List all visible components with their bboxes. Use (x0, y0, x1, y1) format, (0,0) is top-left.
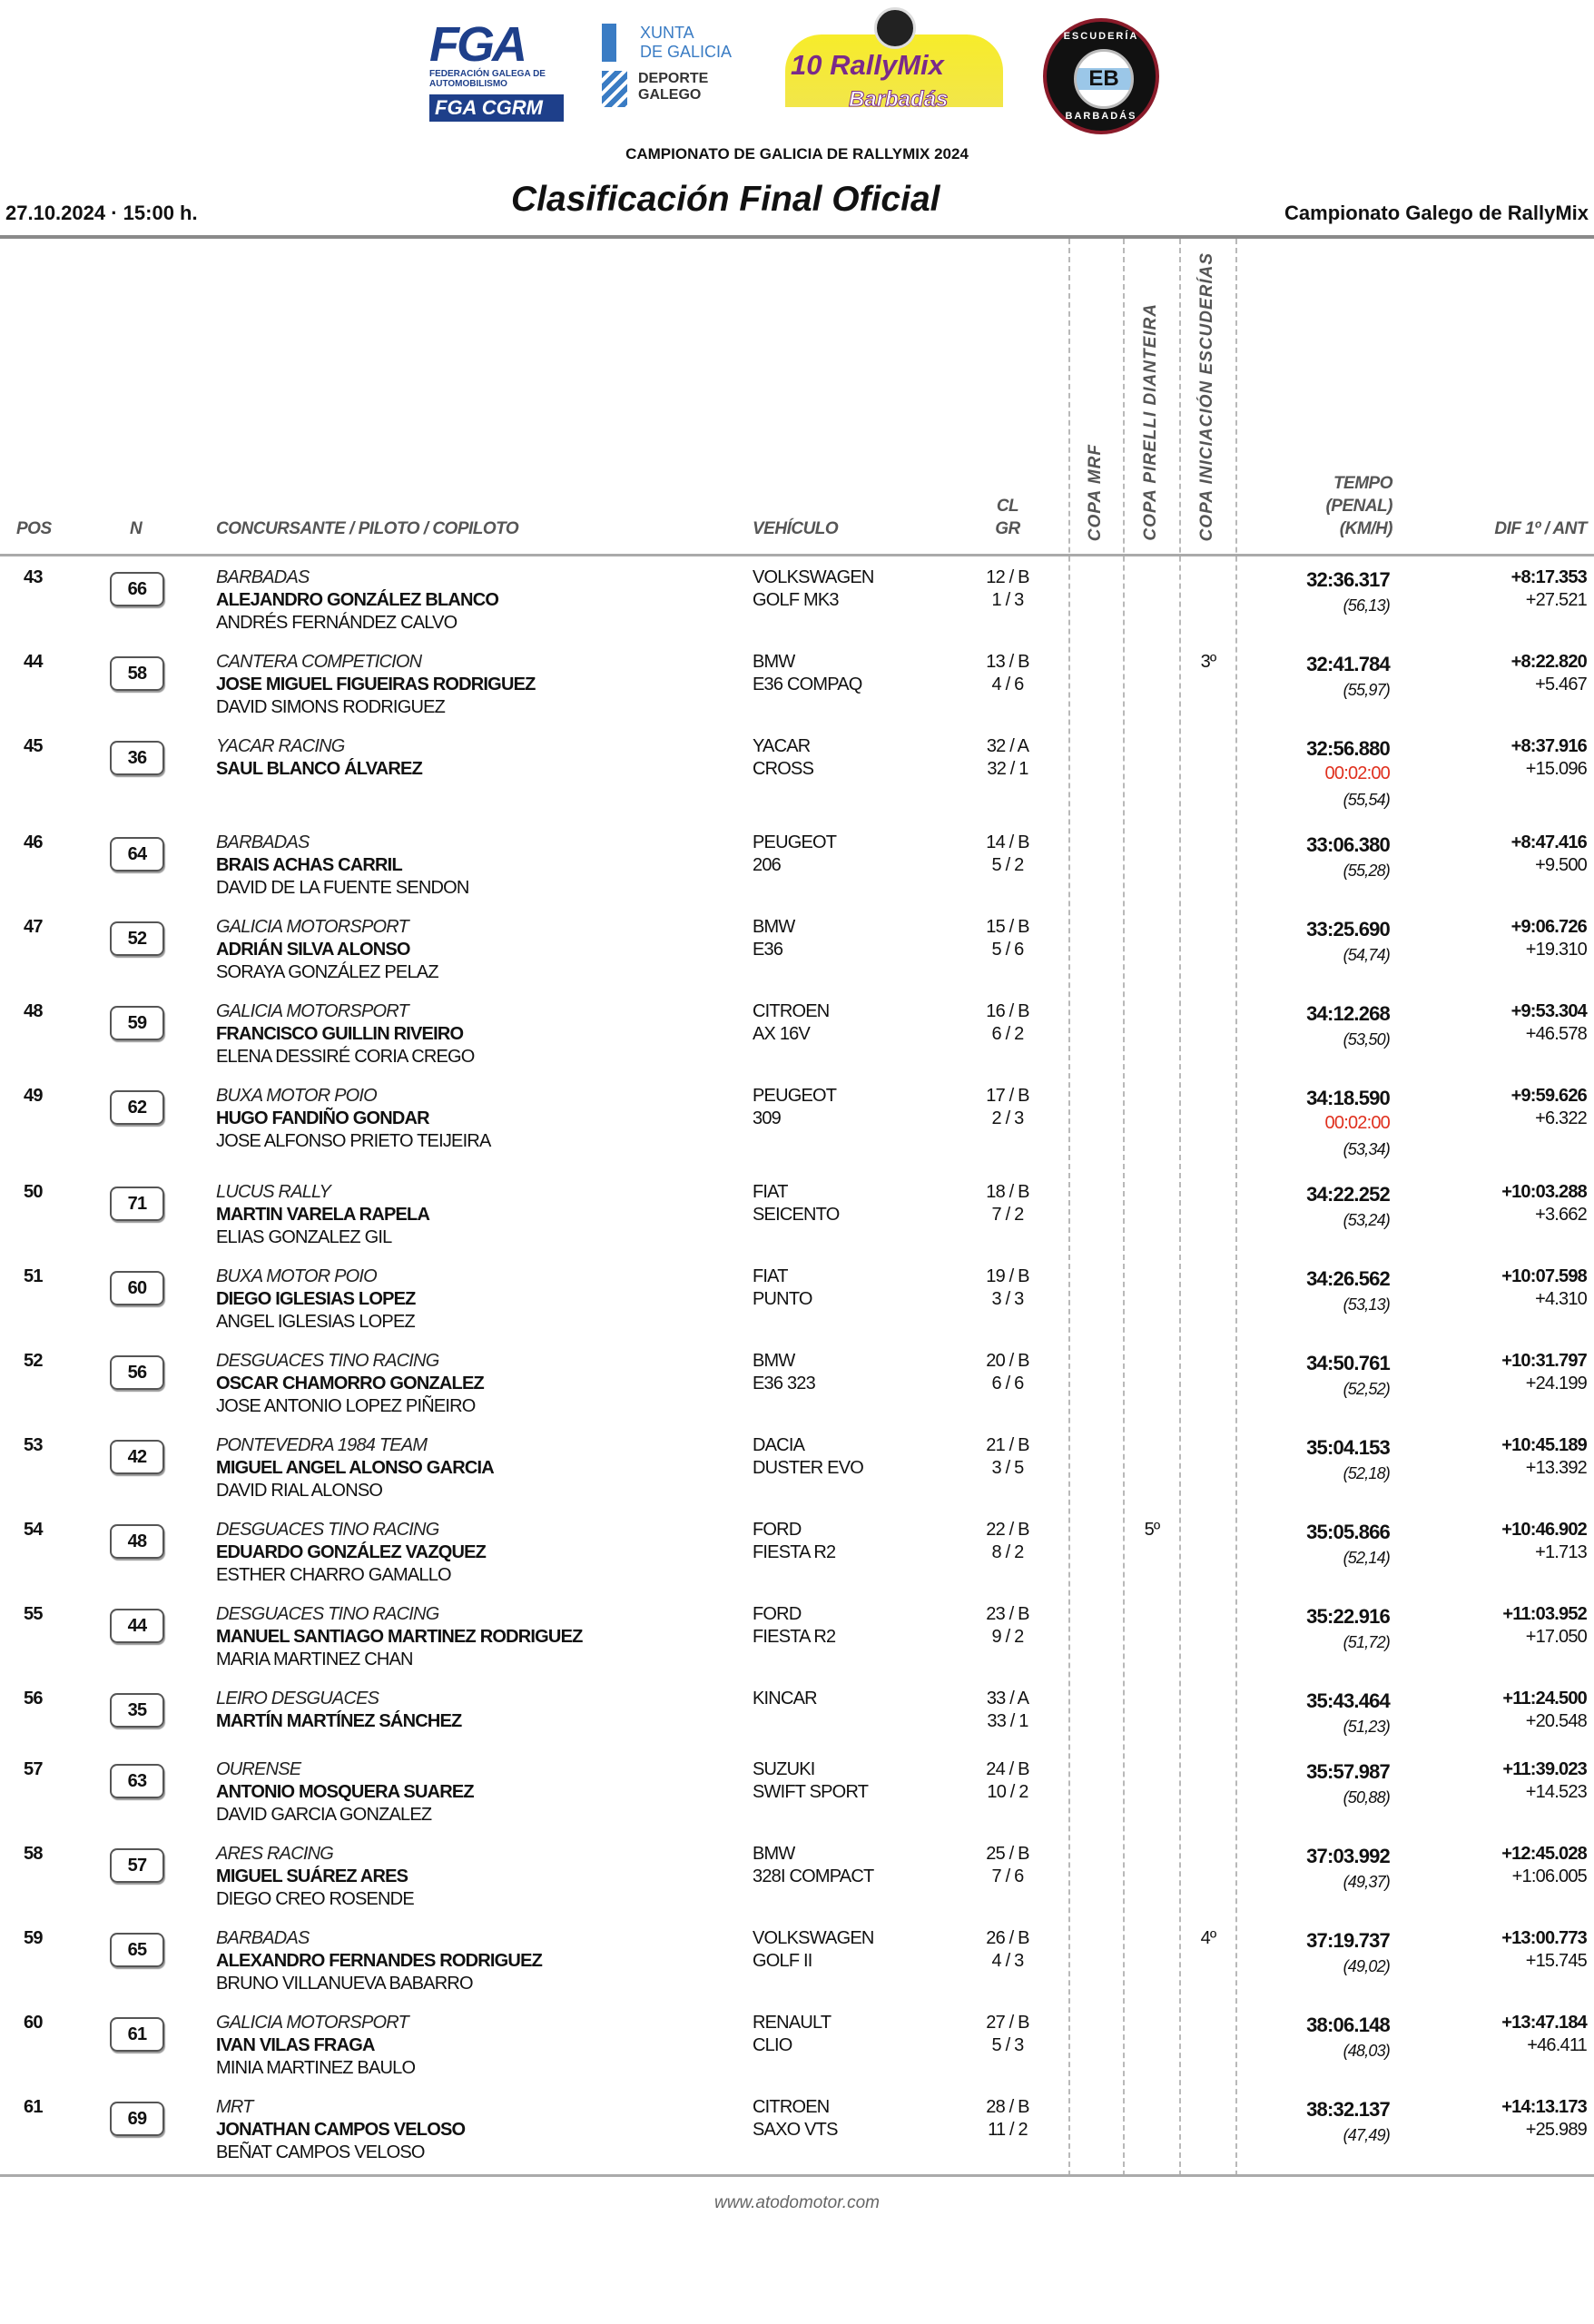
entrant-name: BARBADAS (216, 1928, 310, 1948)
diff-to-first: +9:53.304 (1510, 1001, 1587, 1021)
total-time: 34:12.268 (1306, 1002, 1390, 1025)
vehicle-model: FIESTA R2 (753, 1542, 836, 1562)
entrant-name: BUXA MOTOR POIO (216, 1086, 377, 1106)
driver-name: OSCAR CHAMORRO GONZALEZ (216, 1374, 484, 1393)
vehicle-make: BMW (753, 917, 795, 937)
codriver-name: JOSE ANTONIO LOPEZ PIÑEIRO (216, 1396, 476, 1416)
entrant-name: GALICIA MOTORSPORT (216, 917, 408, 937)
class-position-overall: 20 / B (986, 1351, 1029, 1371)
date-time: 27.10.2024 · 15:00 h. (5, 202, 198, 224)
diff-to-first: +10:45.189 (1501, 1435, 1587, 1455)
position: 60 (24, 2013, 43, 2033)
codriver-name: ELENA DESSIRÉ CORIA CREGO (216, 1047, 475, 1067)
diff-to-previous: +6.322 (1535, 1108, 1587, 1128)
diff-to-first: +13:47.184 (1501, 2013, 1587, 2033)
total-time: 35:57.987 (1306, 1760, 1390, 1783)
class-position-group: 4 / 6 (991, 675, 1024, 694)
fga-text: FEDERACIÓN GALEGA DE AUTOMOBILISMO (429, 69, 546, 89)
car-number-badge: 61 (110, 2017, 164, 2052)
entrant-name: YACAR RACING (216, 736, 345, 756)
position: 47 (24, 917, 43, 937)
position: 43 (24, 567, 43, 587)
diff-to-previous: +19.310 (1525, 940, 1587, 960)
copa-iniciacion-position: 3º (1200, 652, 1216, 672)
entrant-name: DESGUACES TINO RACING (216, 1604, 439, 1624)
diff-to-first: +8:17.353 (1510, 567, 1587, 587)
diff-to-first: +8:37.916 (1510, 736, 1587, 756)
driver-name: ADRIÁN SILVA ALONSO (216, 940, 410, 960)
sponsor-logos (429, 7, 1165, 142)
diff-to-first: +10:07.598 (1501, 1266, 1587, 1286)
total-time: 37:19.737 (1306, 1929, 1390, 1952)
entrant-name: LEIRO DESGUACES (216, 1689, 379, 1709)
class-position-group: 10 / 2 (987, 1782, 1028, 1802)
diff-to-first: +10:31.797 (1501, 1351, 1587, 1371)
vehicle-make: FIAT (753, 1266, 788, 1286)
car-number-badge: 60 (110, 1271, 164, 1305)
entrant-name: MRT (216, 2097, 253, 2117)
diff-to-previous: +13.392 (1525, 1458, 1587, 1478)
class-position-overall: 26 / B (986, 1928, 1029, 1948)
average-speed: (55,54) (1343, 791, 1390, 809)
car-number-badge: 63 (110, 1764, 164, 1798)
driver-name: HUGO FANDIÑO GONDAR (216, 1108, 429, 1128)
column-divider (1235, 239, 1237, 2176)
vehicle-model: GOLF II (753, 1951, 812, 1971)
driver-name: MIGUEL ANGEL ALONSO GARCIA (216, 1458, 494, 1478)
driver-name: BRAIS ACHAS CARRIL (216, 855, 402, 875)
vehicle-make: VOLKSWAGEN (753, 1928, 874, 1948)
diff-to-previous: +3.662 (1535, 1205, 1587, 1225)
position: 48 (24, 1001, 43, 1021)
class-position-overall: 19 / B (986, 1266, 1029, 1286)
total-time: 34:22.252 (1306, 1183, 1390, 1206)
class-position-overall: 14 / B (986, 832, 1029, 852)
page-title: Clasificación Final Oficial (511, 180, 940, 219)
diff-to-previous: +25.989 (1525, 2120, 1587, 2140)
entrant-name: BARBADAS (216, 832, 310, 852)
car-number-badge: 57 (110, 1848, 164, 1883)
vehicle-model: PUNTO (753, 1289, 812, 1309)
position: 44 (24, 652, 43, 672)
car-number-badge: 62 (110, 1090, 164, 1125)
diff-to-first: +11:03.952 (1502, 1604, 1587, 1624)
vehicle-make: KINCAR (753, 1689, 817, 1709)
entrant-name: PONTEVEDRA 1984 TEAM (216, 1435, 428, 1455)
class-position-overall: 13 / B (986, 652, 1029, 672)
vehicle-model: 206 (753, 855, 781, 875)
class-position-overall: 23 / B (986, 1604, 1029, 1624)
total-time: 32:41.784 (1306, 653, 1390, 675)
col-copa-iniciacion: COPA INICIACIÓN ESCUDERÍAS (1197, 251, 1216, 541)
col-vehicle: VEHÍCULO (753, 519, 839, 538)
position: 54 (24, 1520, 43, 1540)
xunta-line1: XUNTA (640, 24, 694, 42)
penalty-time: 00:02:00 (1324, 1113, 1390, 1133)
class-position-group: 9 / 2 (991, 1627, 1024, 1647)
entrant-name: CANTERA COMPETICION (216, 652, 422, 672)
vehicle-model: FIESTA R2 (753, 1627, 836, 1647)
vehicle-make: RENAULT (753, 2013, 831, 2033)
entrant-name: BUXA MOTOR POIO (216, 1266, 377, 1286)
average-speed: (55,97) (1343, 681, 1390, 699)
position: 58 (24, 1844, 43, 1864)
col-diff: DIF 1º / ANT (1494, 519, 1587, 538)
diff-to-first: +10:46.902 (1501, 1520, 1587, 1540)
class-position-overall: 28 / B (986, 2097, 1029, 2117)
average-speed: (53,50) (1343, 1030, 1390, 1049)
diff-to-previous: +24.199 (1525, 1374, 1587, 1393)
col-num: N (130, 519, 143, 538)
codriver-name: ESTHER CHARRO GAMALLO (216, 1565, 451, 1585)
diff-to-first: +8:22.820 (1510, 652, 1587, 672)
diff-to-first: +9:06.726 (1510, 917, 1587, 937)
car-number-badge: 52 (110, 921, 164, 956)
series-name: Campionato Galego de RallyMix (1284, 202, 1589, 224)
class-position-group: 2 / 3 (991, 1108, 1024, 1128)
vehicle-model: E36 (753, 940, 783, 960)
codriver-name: JOSE ALFONSO PRIETO TEIJEIRA (216, 1131, 491, 1151)
total-time: 38:06.148 (1306, 2014, 1390, 2036)
penalty-time: 00:02:00 (1324, 763, 1390, 783)
driver-name: JONATHAN CAMPOS VELOSO (216, 2120, 466, 2140)
vehicle-make: PEUGEOT (753, 1086, 837, 1106)
driver-name: ALEXANDRO FERNANDES RODRIGUEZ (216, 1951, 543, 1971)
diff-to-previous: +17.050 (1525, 1627, 1587, 1647)
total-time: 35:05.866 (1306, 1521, 1390, 1543)
driver-name: MIGUEL SUÁREZ ARES (216, 1866, 408, 1886)
vehicle-model: 309 (753, 1108, 781, 1128)
driver-name: SAUL BLANCO ÁLVAREZ (216, 759, 423, 779)
codriver-name: SORAYA GONZÁLEZ PELAZ (216, 962, 438, 982)
escuderia-bottom: BARBADÁS (1065, 111, 1137, 122)
average-speed: (54,74) (1343, 946, 1390, 964)
driver-name: MARTÍN MARTÍNEZ SÁNCHEZ (216, 1711, 462, 1731)
average-speed: (49,02) (1343, 1957, 1390, 1975)
vehicle-make: FORD (753, 1520, 802, 1540)
average-speed: (56,13) (1343, 596, 1390, 615)
class-position-group: 6 / 2 (991, 1024, 1024, 1044)
codriver-name: BEÑAT CAMPOS VELOSO (216, 2142, 425, 2162)
class-position-overall: 15 / B (986, 917, 1029, 937)
vehicle-make: YACAR (753, 736, 811, 756)
vehicle-make: FIAT (753, 1182, 788, 1202)
fga-mark: FGA (429, 17, 525, 72)
entrant-name: ARES RACING (216, 1844, 334, 1864)
vehicle-make: VOLKSWAGEN (753, 567, 874, 587)
position: 46 (24, 832, 43, 852)
class-position-group: 8 / 2 (991, 1542, 1024, 1562)
vehicle-make: BMW (753, 652, 795, 672)
vehicle-model: 328I COMPACT (753, 1866, 874, 1886)
entrant-name: LUCUS RALLY (216, 1182, 331, 1202)
vehicle-model: DUSTER EVO (753, 1458, 864, 1478)
total-time: 34:18.590 (1306, 1087, 1390, 1109)
diff-to-previous: +14.523 (1525, 1782, 1587, 1802)
header-rule (0, 235, 1594, 239)
average-speed: (49,37) (1343, 1873, 1390, 1891)
position: 56 (24, 1689, 43, 1709)
entrant-name: BARBADAS (216, 567, 310, 587)
codriver-name: ANDRÉS FERNÁNDEZ CALVO (216, 613, 458, 633)
diff-to-first: +9:59.626 (1510, 1086, 1587, 1106)
vehicle-make: FORD (753, 1604, 802, 1624)
footer-url: www.atodomotor.com (714, 2193, 880, 2212)
diff-to-previous: +4.310 (1535, 1289, 1587, 1309)
position: 50 (24, 1182, 43, 1202)
entrant-name: GALICIA MOTORSPORT (216, 1001, 408, 1021)
col-pos: POS (16, 519, 52, 538)
xunta-logo (602, 24, 747, 133)
driver-name: EDUARDO GONZÁLEZ VAZQUEZ (216, 1542, 487, 1562)
class-position-group: 32 / 1 (987, 759, 1028, 779)
vehicle-model: GOLF MK3 (753, 590, 839, 610)
class-position-group: 6 / 6 (991, 1374, 1024, 1393)
total-time: 38:32.137 (1306, 2098, 1390, 2121)
diff-to-previous: +1:06.005 (1511, 1866, 1587, 1886)
vehicle-make: BMW (753, 1351, 795, 1371)
codriver-name: MARIA MARTINEZ CHAN (216, 1649, 413, 1669)
car-number-badge: 59 (110, 1006, 164, 1040)
class-position-group: 4 / 3 (991, 1951, 1024, 1971)
class-position-overall: 16 / B (986, 1001, 1029, 1021)
average-speed: (55,28) (1343, 862, 1390, 880)
car-number-badge: 71 (110, 1187, 164, 1221)
car-number-badge: 48 (110, 1524, 164, 1559)
car-number-badge: 64 (110, 837, 164, 872)
position: 61 (24, 2097, 43, 2117)
deporte-line2: GALEGO (638, 87, 702, 103)
vehicle-model: CROSS (753, 759, 814, 779)
average-speed: (47,49) (1343, 2126, 1390, 2144)
rally-badge-icon (874, 7, 916, 49)
class-position-group: 33 / 1 (987, 1711, 1028, 1731)
car-number-badge: 56 (110, 1355, 164, 1390)
driver-name: ALEJANDRO GONZÁLEZ BLANCO (216, 590, 499, 610)
class-position-overall: 22 / B (986, 1520, 1029, 1540)
entrant-name: DESGUACES TINO RACING (216, 1520, 439, 1540)
class-position-overall: 24 / B (986, 1759, 1029, 1779)
class-position-group: 7 / 6 (991, 1866, 1024, 1886)
fga-logo (429, 17, 575, 136)
position: 49 (24, 1086, 43, 1106)
driver-name: ANTONIO MOSQUERA SUAREZ (216, 1782, 474, 1802)
class-position-overall: 17 / B (986, 1086, 1029, 1106)
position: 52 (24, 1351, 43, 1371)
driver-name: MANUEL SANTIAGO MARTINEZ RODRIGUEZ (216, 1627, 583, 1647)
codriver-name: BRUNO VILLANUEVA BABARRO (216, 1974, 473, 1994)
codriver-name: DIEGO CREO ROSENDE (216, 1889, 414, 1909)
col-copa-mrf: COPA MRF (1086, 443, 1105, 541)
deporte-line1: DEPORTE (638, 71, 709, 86)
vehicle-model: E36 323 (753, 1374, 815, 1393)
escuderia-top: ESCUDERÍA (1063, 31, 1139, 42)
codriver-name: DAVID SIMONS RODRIGUEZ (216, 697, 446, 717)
total-time: 35:04.153 (1306, 1436, 1390, 1459)
average-speed: (48,03) (1343, 2042, 1390, 2060)
average-speed: (52,18) (1343, 1464, 1390, 1482)
class-position-overall: 12 / B (986, 567, 1029, 587)
codriver-name: DAVID DE LA FUENTE SENDON (216, 878, 469, 898)
codriver-name: DAVID RIAL ALONSO (216, 1481, 383, 1501)
diff-to-first: +14:13.173 (1501, 2097, 1587, 2117)
vehicle-model: SEICENTO (753, 1205, 840, 1225)
championship-title: CAMPIONATO DE GALICIA DE RALLYMIX 2024 (625, 145, 969, 162)
total-time: 33:25.690 (1306, 918, 1390, 940)
entrant-name: GALICIA MOTORSPORT (216, 2013, 408, 2033)
diff-to-first: +10:03.288 (1501, 1182, 1587, 1202)
vehicle-make: SUZUKI (753, 1759, 815, 1779)
vehicle-model: AX 16V (753, 1024, 811, 1044)
table-bottom-rule (0, 2174, 1594, 2177)
class-position-overall: 21 / B (986, 1435, 1029, 1455)
total-time: 37:03.992 (1306, 1845, 1390, 1867)
diff-to-first: +13:00.773 (1501, 1928, 1587, 1948)
driver-name: MARTIN VARELA RAPELA (216, 1205, 430, 1225)
average-speed: (51,23) (1343, 1718, 1390, 1736)
total-time: 32:36.317 (1306, 568, 1390, 591)
xunta-line2: DE GALICIA (640, 43, 733, 61)
vehicle-make: DACIA (753, 1435, 805, 1455)
codriver-name: ANGEL IGLESIAS LOPEZ (216, 1312, 415, 1332)
car-number-badge: 65 (110, 1933, 164, 1967)
position: 59 (24, 1928, 43, 1948)
col-speed: (KM/H) (1339, 519, 1392, 538)
diff-to-previous: +15.745 (1525, 1951, 1587, 1971)
diff-to-previous: +20.548 (1525, 1711, 1587, 1731)
entrant-name: OURENSE (216, 1759, 301, 1779)
car-number-badge: 35 (110, 1693, 164, 1728)
car-number-badge: 66 (110, 572, 164, 606)
eb-mark: EB (1074, 49, 1134, 109)
vehicle-model: CLIO (753, 2035, 792, 2055)
vehicle-model: SWIFT SPORT (753, 1782, 869, 1802)
rally-line1: 10 RallyMix (791, 49, 944, 81)
driver-name: IVAN VILAS FRAGA (216, 2035, 375, 2055)
class-position-group: 5 / 6 (991, 940, 1024, 960)
class-position-group: 3 / 5 (991, 1458, 1024, 1478)
position: 51 (24, 1266, 43, 1286)
copa-iniciacion-position: 4º (1200, 1928, 1216, 1948)
car-number-badge: 42 (110, 1440, 164, 1474)
class-position-group: 11 / 2 (988, 2120, 1028, 2140)
diff-to-previous: +46.578 (1525, 1024, 1587, 1044)
class-position-overall: 33 / A (986, 1689, 1029, 1709)
average-speed: (51,72) (1343, 1633, 1390, 1651)
col-penalty: (PENAL) (1325, 497, 1392, 516)
class-position-group: 3 / 3 (991, 1289, 1024, 1309)
codriver-name: DAVID GARCIA GONZALEZ (216, 1805, 432, 1825)
diff-to-previous: +27.521 (1525, 590, 1587, 610)
col-entrant: CONCURSANTE / PILOTO / COPILOTO (216, 519, 519, 538)
car-number-badge: 58 (110, 656, 164, 691)
position: 57 (24, 1759, 43, 1779)
diff-to-first: +12:45.028 (1501, 1844, 1587, 1864)
average-speed: (52,52) (1343, 1380, 1390, 1398)
table-header-rule (0, 554, 1594, 556)
entrant-name: DESGUACES TINO RACING (216, 1351, 439, 1371)
car-number-badge: 44 (110, 1609, 164, 1643)
driver-name: DIEGO IGLESIAS LOPEZ (216, 1289, 416, 1309)
average-speed: (53,13) (1343, 1295, 1390, 1314)
diff-to-first: +11:24.500 (1502, 1689, 1587, 1709)
driver-name: JOSE MIGUEL FIGUEIRAS RODRIGUEZ (216, 675, 536, 694)
column-divider (1068, 239, 1070, 2176)
vehicle-model: SAXO VTS (753, 2120, 838, 2140)
codriver-name: ELIAS GONZALEZ GIL (216, 1227, 392, 1247)
class-position-overall: 32 / A (986, 736, 1029, 756)
codriver-name: MINIA MARTINEZ BAULO (216, 2058, 416, 2078)
vehicle-make: PEUGEOT (753, 832, 837, 852)
total-time: 34:26.562 (1306, 1267, 1390, 1290)
rally-line2: Barbadás (849, 87, 949, 112)
class-position-overall: 25 / B (986, 1844, 1029, 1864)
total-time: 33:06.380 (1306, 833, 1390, 856)
class-position-group: 5 / 3 (991, 2035, 1024, 2055)
class-position-overall: 18 / B (986, 1182, 1029, 1202)
class-position-group: 5 / 2 (991, 855, 1024, 875)
total-time: 35:22.916 (1306, 1605, 1390, 1628)
total-time: 34:50.761 (1306, 1352, 1390, 1374)
average-speed: (53,34) (1343, 1140, 1390, 1158)
position: 45 (24, 736, 43, 756)
total-time: 32:56.880 (1306, 737, 1390, 760)
class-position-group: 1 / 3 (991, 590, 1024, 610)
average-speed: (50,88) (1343, 1788, 1390, 1807)
total-time: 35:43.464 (1306, 1689, 1390, 1712)
cgrm-mark: FGA CGRM (429, 94, 564, 122)
average-speed: (52,14) (1343, 1549, 1390, 1567)
escuderia-barbadas-logo (1043, 18, 1159, 134)
class-position-group: 7 / 2 (991, 1205, 1024, 1225)
vehicle-make: CITROEN (753, 2097, 830, 2117)
diff-to-first: +8:47.416 (1510, 832, 1587, 852)
col-time: TEMPO (1333, 474, 1392, 493)
average-speed: (53,24) (1343, 1211, 1390, 1229)
col-copa-pirelli: COPA PIRELLI DIANTEIRA (1141, 303, 1160, 541)
vehicle-make: BMW (753, 1844, 795, 1864)
car-number-badge: 36 (110, 741, 164, 775)
class-position-overall: 27 / B (986, 2013, 1029, 2033)
column-divider (1123, 239, 1125, 2176)
copa-pirelli-position: 5º (1144, 1520, 1160, 1540)
col-cl: CL (996, 497, 1019, 516)
rallymix-logo (785, 7, 1003, 139)
diff-to-first: +11:39.023 (1502, 1759, 1587, 1779)
vehicle-make: CITROEN (753, 1001, 830, 1021)
diff-to-previous: +1.713 (1535, 1542, 1587, 1562)
driver-name: FRANCISCO GUILLIN RIVEIRO (216, 1024, 464, 1044)
diff-to-previous: +15.096 (1525, 759, 1587, 779)
diff-to-previous: +9.500 (1535, 855, 1587, 875)
vehicle-model: E36 COMPAQ (753, 675, 862, 694)
car-number-badge: 69 (110, 2102, 164, 2136)
col-gr: GR (995, 519, 1020, 538)
diff-to-previous: +5.467 (1535, 675, 1587, 694)
position: 55 (24, 1604, 43, 1624)
diff-to-previous: +46.411 (1527, 2035, 1587, 2055)
position: 53 (24, 1435, 43, 1455)
column-divider (1179, 239, 1181, 2176)
